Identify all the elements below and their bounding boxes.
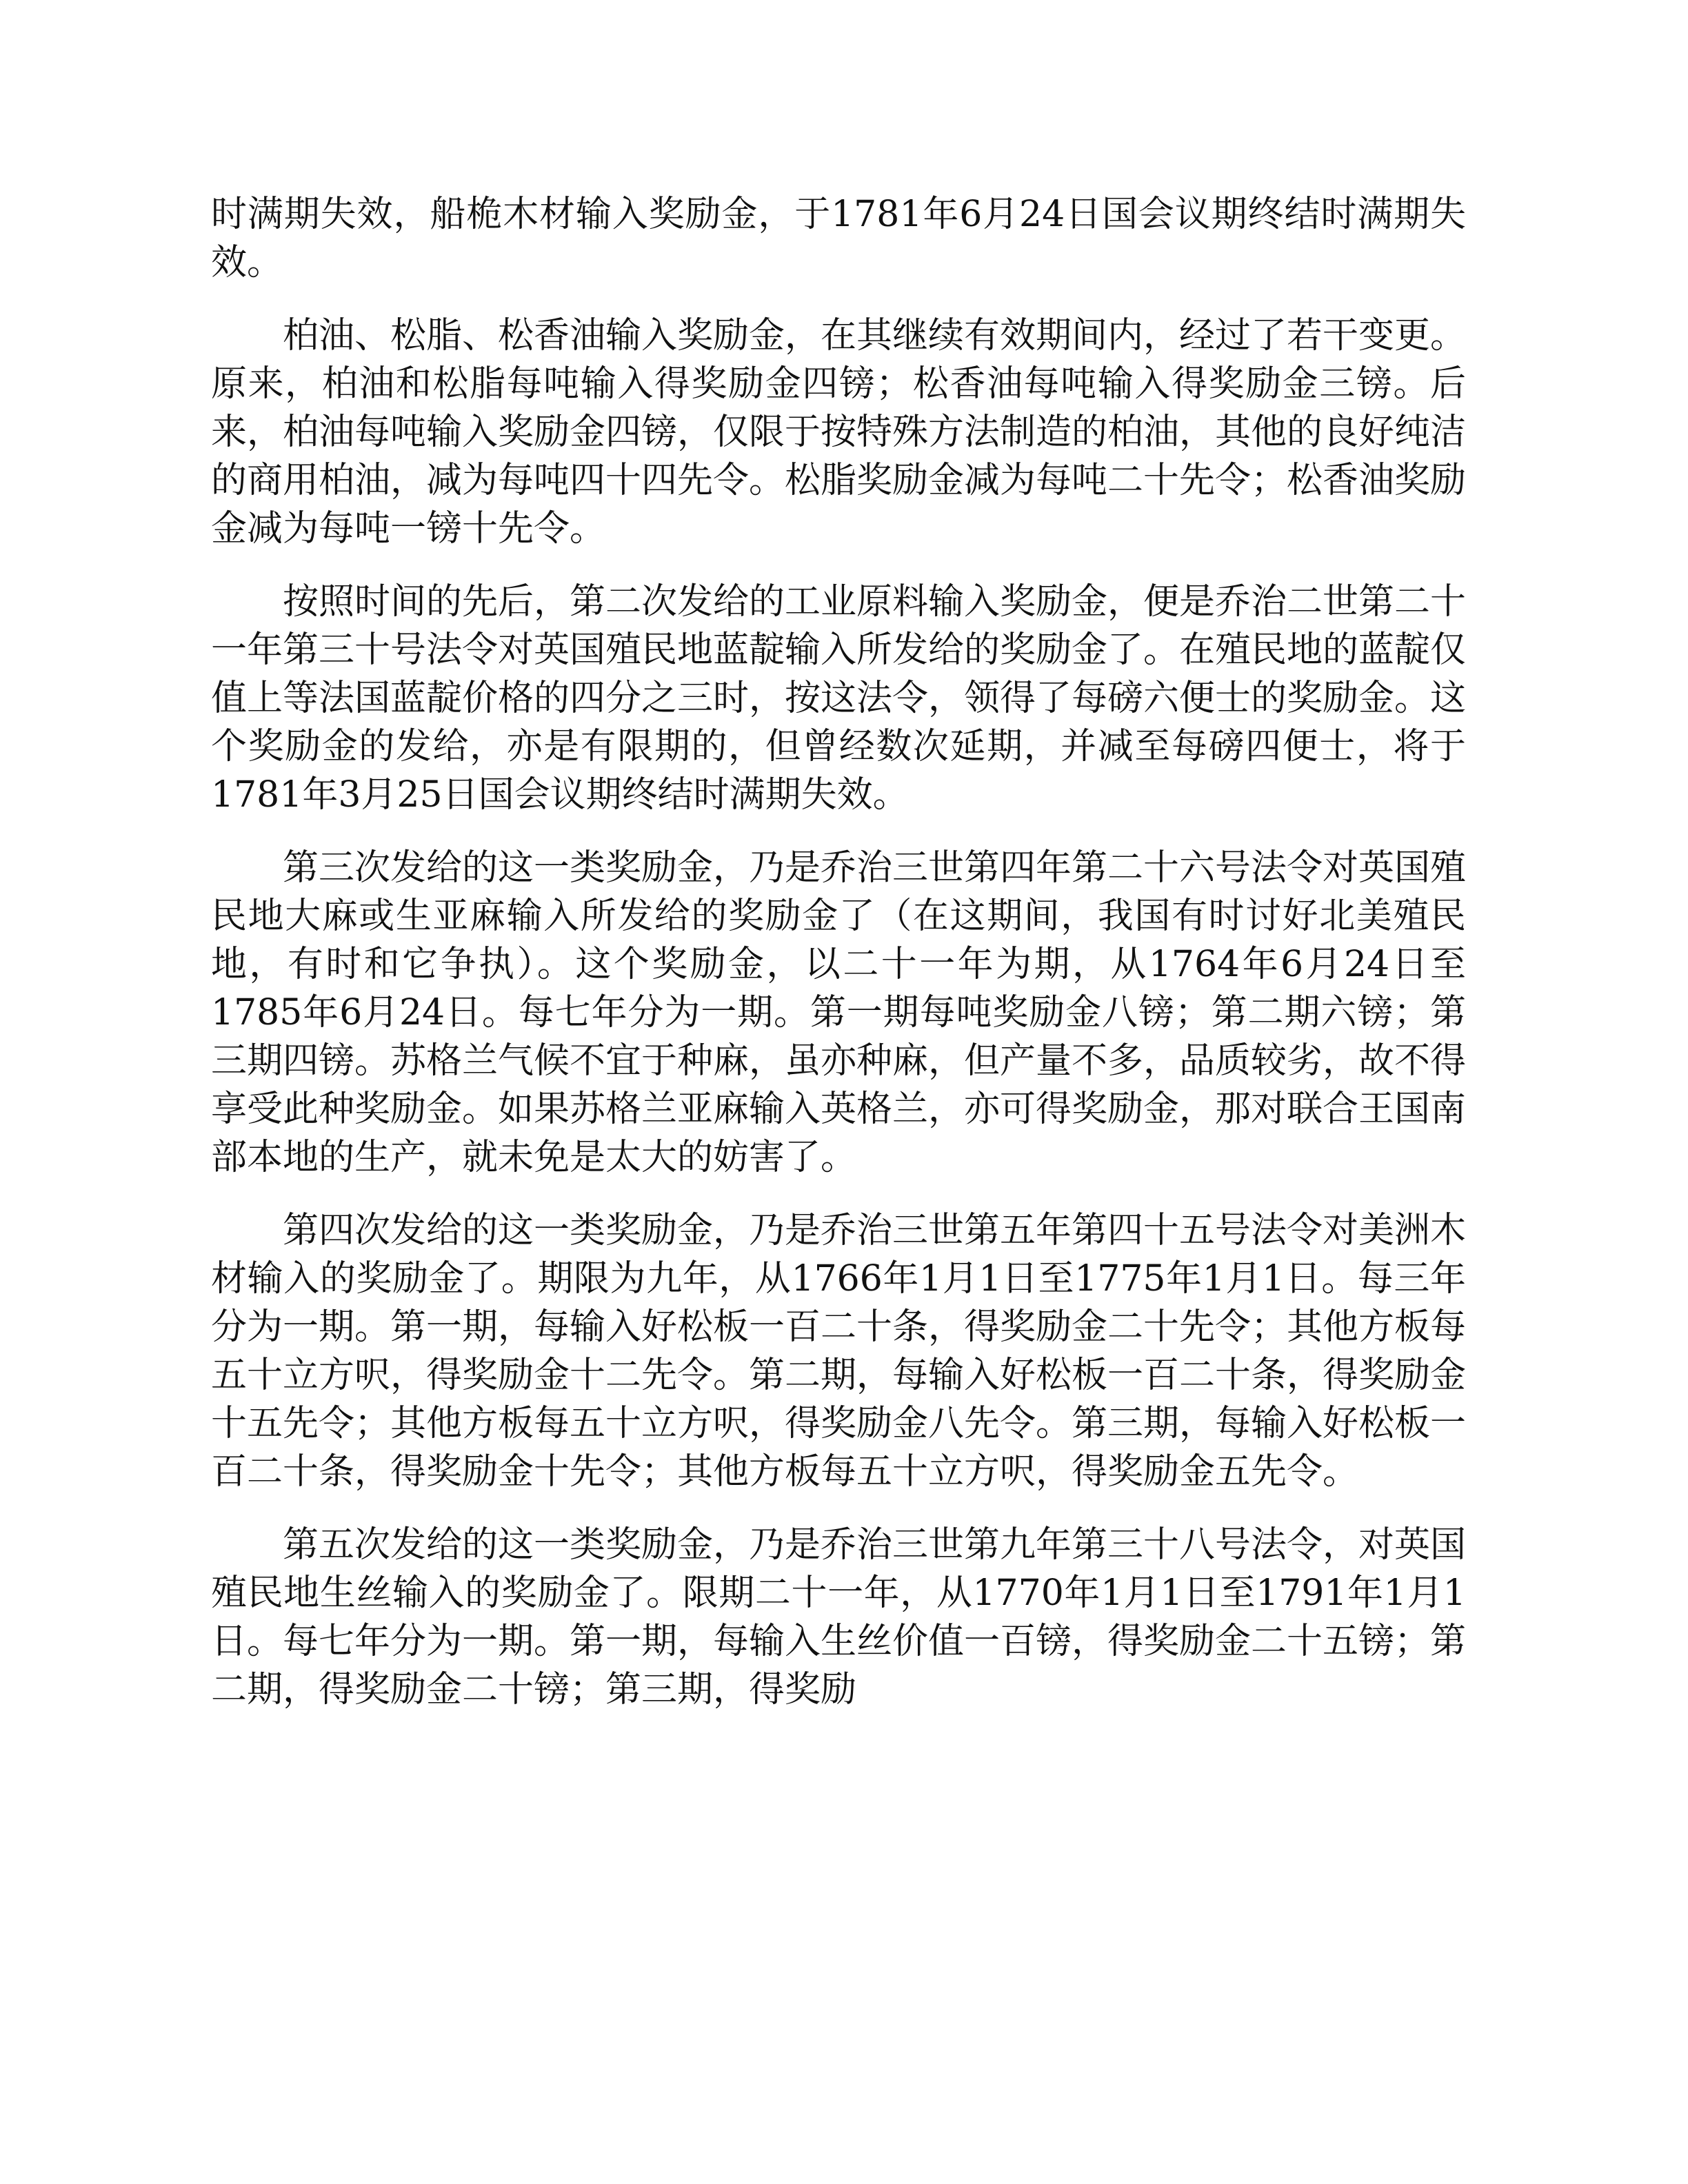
paragraph-timber-bounty: 第四次发给的这一类奖励金，乃是乔治三世第五年第四十五号法令对美洲木材输入的奖励金了。期限为九年，从1766年1月1日至1775年1月1日。每三年分为一期。第一期，每输入好松板一百二十条，得奖励金二十先令；其他方板每五十立方呎，得奖励金十二先令。第二期，每输入好松板一百二十条，得奖励金十五先令；其他方板每五十立方呎，得奖励金八先令。第三期，每输入好松板一百二十条，得奖励金十先令；其他方板每五十立方呎，得奖励金五先令。 [211, 1210, 1467, 1493]
paragraph-continuation: 时满期失效，船桅木材输入奖励金，于1781年6月24日国会议期终结时满期失效。 [211, 194, 1466, 283]
paragraph-indigo-bounty: 按照时间的先后，第二次发给的工业原料输入奖励金，便是乔治二世第二十一年第三十号法令对英国殖民地蓝靛输入所发给的奖励金了。在殖民地的蓝靛仅值上等法国蓝靛价格的四分之三时，按这法令，领得了每磅六便士的奖励金。这个奖励金的发给，亦是有限期的，但曾经数次延期，并减至每磅四便士，将于1781年3月25日国会议期终结时满期失效。 [211, 581, 1467, 816]
paragraph-tar-resin-bounty: 柏油、松脂、松香油输入奖励金，在其继续有效期间内，经过了若干变更。原来，柏油和松脂每吨输入得奖励金四镑；松香油每吨输入得奖励金三镑。后来，柏油每吨输入奖励金四镑，仅限于按特殊方法制造的柏油，其他的良好纯洁的商用柏油，减为每吨四十四先令。松脂奖励金减为每吨二十先令；松香油奖励金减为每吨一镑十先令。 [211, 315, 1467, 549]
paragraph-raw-silk-bounty: 第五次发给的这一类奖励金，乃是乔治三世第九年第三十八号法令，对英国殖民地生丝输入的奖励金了。限期二十一年，从1770年1月1日至1791年1月1日。每七年分为一期。第一期，每输入生丝价值一百镑，得奖励金二十五镑；第二期，得奖励金二十镑；第三期，得奖励 [211, 1524, 1467, 1710]
body-text [211, 190, 1466, 1739]
paragraph-hemp-flax-bounty: 第三次发给的这一类奖励金，乃是乔治三世第四年第二十六号法令对英国殖民地大麻或生亚麻输入所发给的奖励金了（在这期间，我国有时讨好北美殖民地，有时和它争执）。这个奖励金，以二十一年为期，从1764年6月24日至1785年6月24日。每七年分为一期。第一期每吨奖励金八镑；第二期六镑；第三期四镑。苏格兰气候不宜于种麻，虽亦种麻，但产量不多，品质较劣，故不得享受此种奖励金。如果苏格兰亚麻输入英格兰，亦可得奖励金，那对联合王国南部本地的生产，就未免是太大的妨害了。 [211, 847, 1467, 1178]
